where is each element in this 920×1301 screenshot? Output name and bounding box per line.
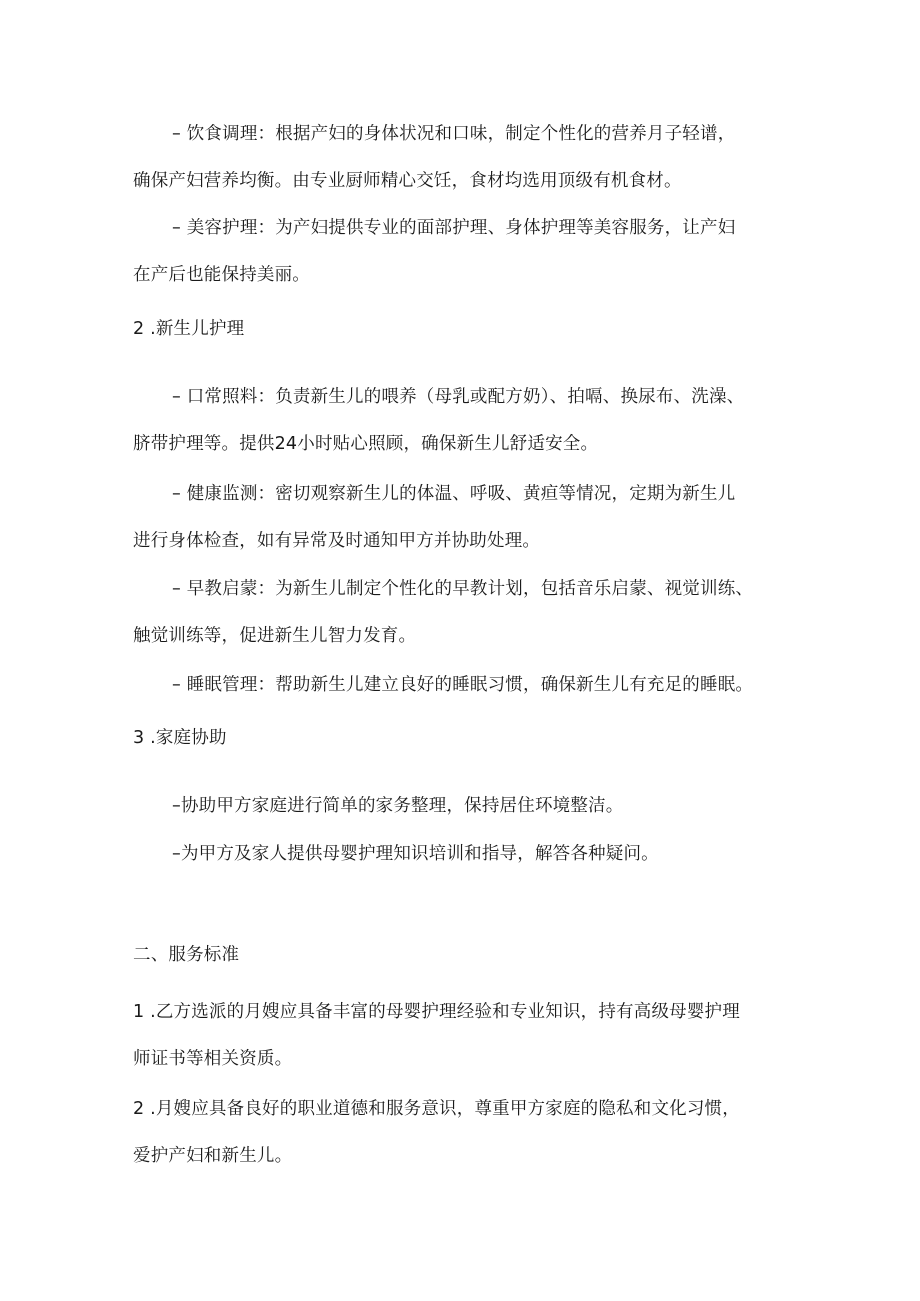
health-monitor-line-1: – 健康监测：密切观察新生儿的体温、呼吸、黄疸等情况，定期为新生儿 (172, 484, 736, 504)
diet-care-line-1: – 饮食调理：根据产妇的身体状况和口味，制定个性化的营养月子轻谱， (172, 124, 736, 144)
early-education-line-2: 触觉训练等，促进新生儿智力发育。 (133, 626, 417, 646)
standard-2-line-2: 爱护产妇和新生儿。 (133, 1146, 293, 1166)
standard-1-line-1: 1 .乙方选派的月嫂应具备丰富的母婴护理经验和专业知识，持有高级母婴护理 (133, 1002, 740, 1022)
daily-care-line-1: – 口常照料：负责新生儿的喂养（母乳或配方奶）、拍嗝、换尿布、洗澡、 (172, 387, 745, 407)
service-standards-heading: 二、服务标准 (133, 945, 240, 965)
daily-care-line-2: 脐带护理等。提供24小时贴心照顾，确保新生儿舒适安全。 (133, 434, 599, 454)
family-item-2: –为甲方及家人提供母婴护理知识培训和指导，解答各种疑问。 (172, 844, 659, 864)
standard-2-line-1: 2 .月嫂应具备良好的职业道德和服务意识，尊重甲方家庭的隐私和文化习惯， (133, 1099, 740, 1119)
diet-care-line-2: 确保产妇营养均衡。由专业厨师精心交饪，食材均选用顶级有机食材。 (133, 171, 682, 191)
standard-1-line-2: 师证书等相关资质。 (133, 1049, 293, 1069)
section-family-heading: 3 .家庭协助 (133, 728, 227, 748)
health-monitor-line-2: 进行身体检查，如有异常及时通知甲方并协助处理。 (133, 531, 541, 551)
early-education-line-1: – 早教启蒙：为新生儿制定个性化的早教计划，包括音乐启蒙、视觉训练、 (172, 579, 754, 599)
sleep-management-line: – 睡眠管理：帮助新生儿建立良好的睡眠习惯，确保新生儿有充足的睡眠。 (172, 675, 754, 695)
beauty-care-line-1: – 美容护理：为产妇提供专业的面部护理、身体护理等美容服务，让产妇 (172, 218, 736, 238)
section-newborn-heading: 2 .新生儿护理 (133, 319, 245, 339)
family-item-1: –协助甲方家庭进行简单的家务整理，保持居住环境整洁。 (172, 796, 624, 816)
beauty-care-line-2: 在产后也能保持美丽。 (133, 265, 310, 285)
